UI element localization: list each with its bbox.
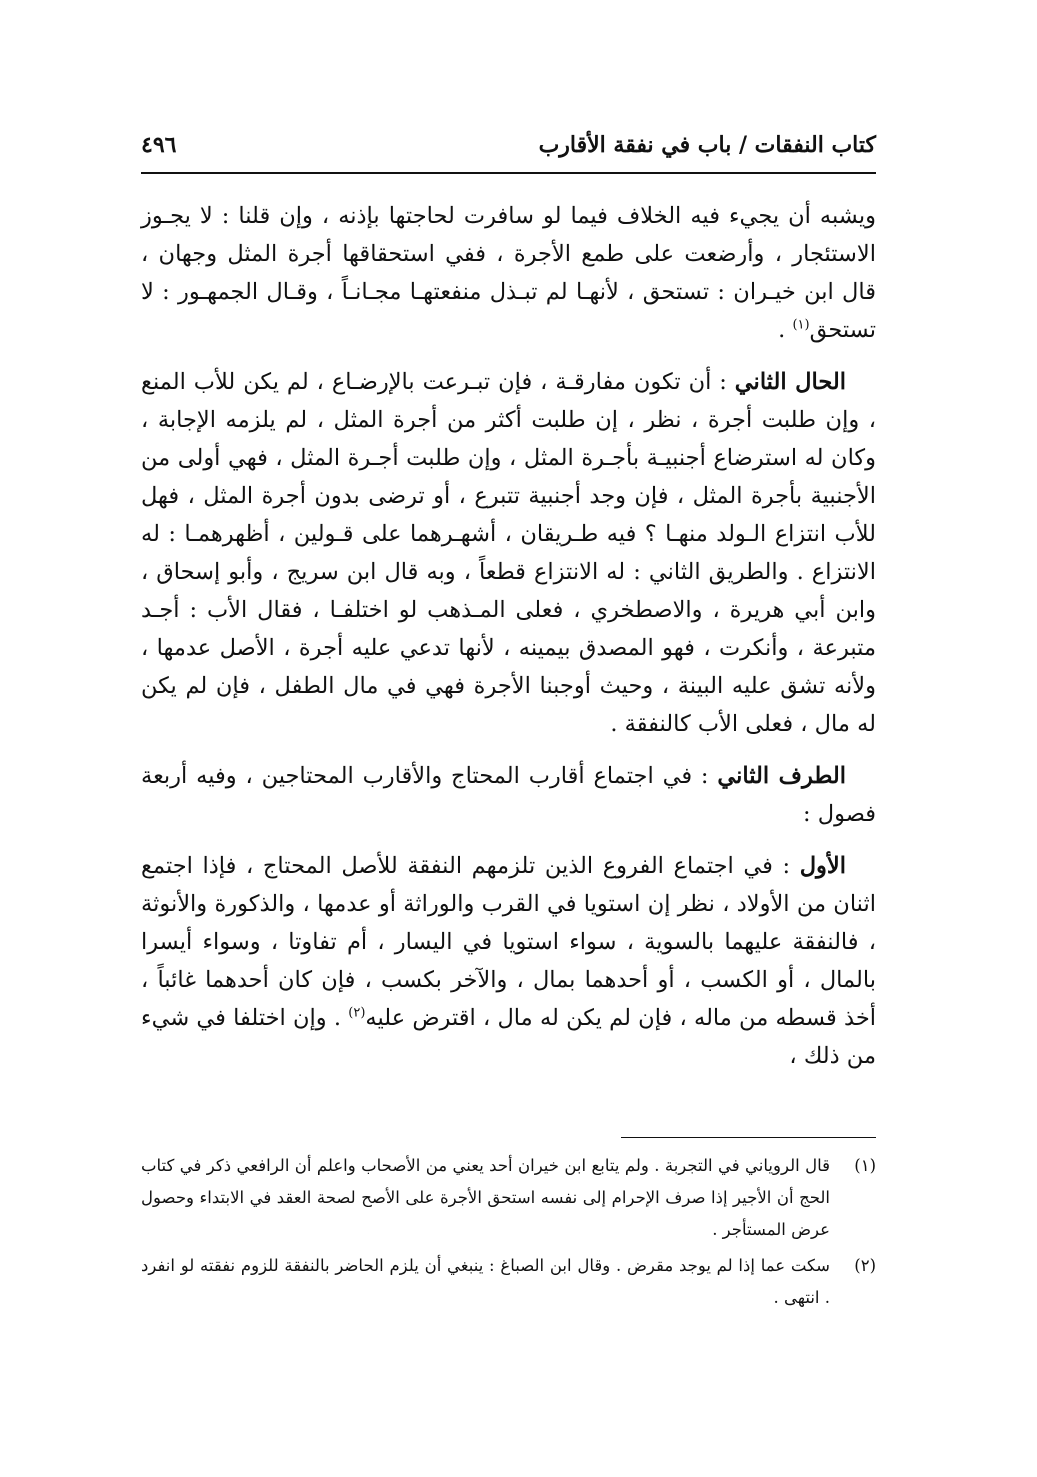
header-divider xyxy=(141,172,876,174)
footnote-divider xyxy=(621,1137,876,1138)
page-number: ٤٩٦ xyxy=(141,132,177,158)
footnote-number: (٢) xyxy=(854,1256,876,1275)
header-title: كتاب النفقات / باب في نفقة الأقارب xyxy=(538,132,876,158)
footnote-ref-1: (١) xyxy=(792,317,810,333)
paragraph-3 xyxy=(141,757,876,833)
footnote-number: (١) xyxy=(854,1156,876,1175)
paragraph-1-tail: . xyxy=(778,317,793,343)
paragraph-2-heading: الحال الثاني xyxy=(734,369,847,395)
paragraph-4 xyxy=(141,847,876,1075)
footnotes xyxy=(141,1150,876,1318)
footnote xyxy=(141,1150,876,1246)
paragraph-4-heading: الأول xyxy=(799,853,846,879)
paragraph-1 xyxy=(141,197,876,349)
paragraph-3-heading: الطرف الثاني xyxy=(717,763,846,789)
paragraph-2-text: : أن تكون مفارقـة ، فإن تبـرعت بالإرضـاع ، لم يكن للأب المنع ، وإن طلبت أجرة ، نظر ، إن طلبت أكثر من أجرة المثل ، لم يلزمه الإجابة ، وكان له استرضاع أجنبيـة بأجـرة المثل ، وإن طلبت أجـرة المثل ، فهي أولى من الأجنبية بأجرة المثل ، فإن وجد أجنبية تتبرع ، أو ترضى بدون أجرة المثل ، فهل للأب انتزاع الـولد منهـا ؟ فيه طـريقان ، أشهـرهما على قـولين ، أظهرهمـا : له الانتزاع . والطريق الثاني : له الانتزاع قطعاً ، وبه قال ابن سريج ، وأبو إسحاق ، وابن أبي هريرة ، والاصطخري ، فعلى المـذهب لو اختلفـا ، فقال الأب : أجـد متبرعة ، وأنكرت ، فهو المصدق بيمينه ، لأنها تدعي عليه أجرة ، الأصل عدمها ، ولأنه تشق عليه البينة ، وحيث أوجبنا الأجرة فهي في مال الطفل ، فإن لم يكن له مال ، فعلى الأب كالنفقة . xyxy=(141,369,876,737)
paragraph-2 xyxy=(141,363,876,743)
footnote-text: سكت عما إذا لم يوجد مقرض . وقال ابن الصباغ : ينبغي أن يلزم الحاضر بالنفقة للزوم نفقته لو انفرد . انتهى . xyxy=(141,1256,830,1307)
footnote-ref-2: (٢) xyxy=(348,1005,366,1021)
paragraph-3-text: : في اجتماع أقارب المحتاج والأقارب المحتاجين ، وفيه أربعة فصول : xyxy=(141,763,876,827)
paragraph-4-text: : في اجتماع الفروع الذين تلزمهم النفقة للأصل المحتاج ، فإذا اجتمع اثنان من الأولاد ، نظر إن استويا في القرب والوراثة أو عدمها ، والذكورة والأنوثة ، فالنفقة عليهما بالسوية ، سواء استويا في اليسار ، أم تفاوتا ، وسواء أيسرا بالمال ، أو الكسب ، أو أحدهما بمال ، والآخر بكسب ، فإن كان أحدهما غائباً ، أخذ قسطه من ماله ، فإن لم يكن له مال ، اقترض عليه xyxy=(141,853,877,1031)
main-text xyxy=(141,197,876,1089)
running-header xyxy=(141,124,876,168)
footnote xyxy=(141,1250,876,1314)
paragraph-1-text: ويشبه أن يجيء فيه الخلاف فيما لو سافرت لحاجتها بإذنه ، وإن قلنا : لا يجـوز الاستئجار ، وأرضعت على طمع الأجرة ، ففي استحقاقها أجرة المثل وجهان ، قال ابن خيـران : تستحق ، لأنهـا لم تبـذل منفعتهـا مجـانـاً ، وقـال الجمهـور : لا تستحق xyxy=(141,203,876,343)
footnote-text: قال الروياني في التجربة . ولم يتابع ابن خيران أحد يعني من الأصحاب واعلم أن الرافعي ذكر في كتاب الحج أن الأجير إذا صرف الإحرام إلى نفسه استحق الأجرة على الأصح لصحة العقد في الابتداء وحصول عرض المستأجر . xyxy=(141,1156,830,1239)
paragraph-4-tail: . وإن اختلفا في شيء من ذلك ، xyxy=(141,1005,876,1069)
